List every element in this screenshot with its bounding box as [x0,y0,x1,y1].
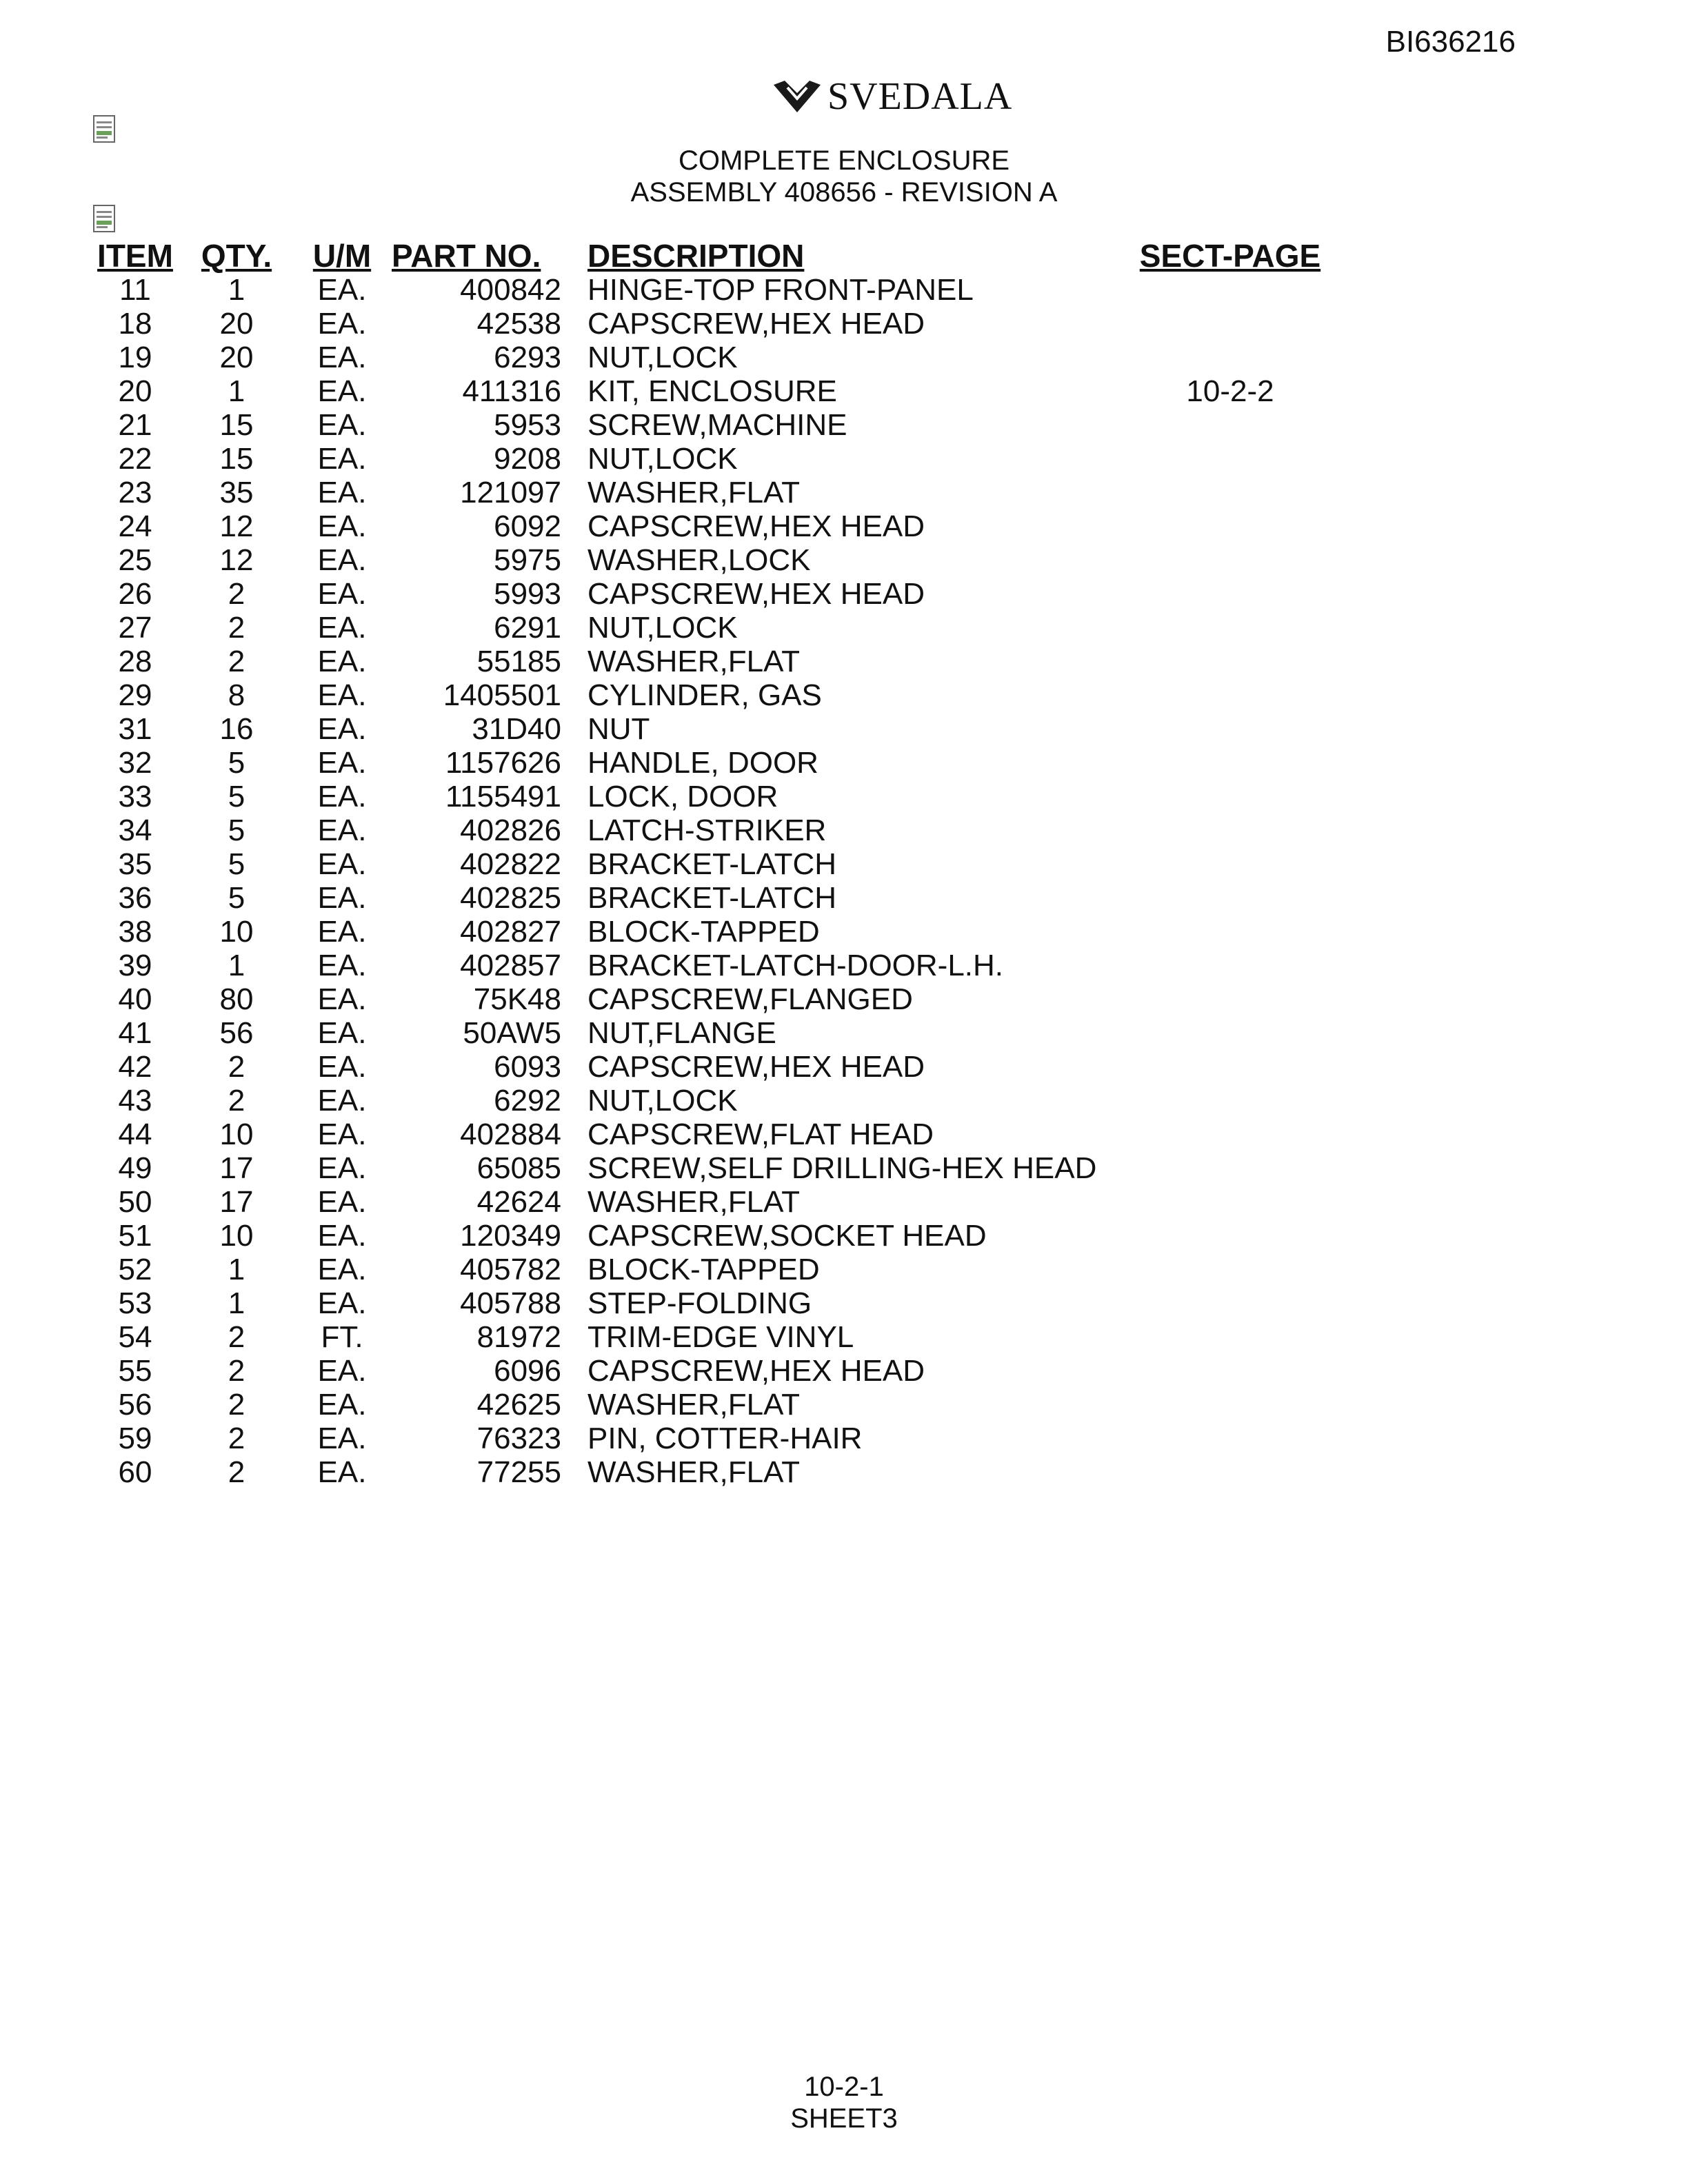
cell-part-no: 1155491 [445,780,561,813]
cell-item: 38 [118,915,152,949]
cell-qty: 10 [219,915,254,949]
cell-description: TRIM-EDGE VINYL [587,1320,854,1354]
cell-description: CAPSCREW,HEX HEAD [587,1354,925,1388]
cell-item: 40 [118,982,152,1016]
cell-sect-page [1127,847,1334,881]
cell-part-no: 31D40 [472,712,561,746]
cell-description: HANDLE, DOOR [587,746,818,780]
cell-item: 51 [118,1219,152,1253]
document-attachment-icon[interactable] [92,204,117,234]
cell-sect-page [1127,1422,1334,1455]
cell-um: EA. [317,678,367,712]
table-row [90,645,1334,678]
cell-qty: 35 [219,476,254,509]
cell-qty: 12 [219,543,254,577]
cell-description: BRACKET-LATCH-DOOR-L.H. [587,949,1004,982]
assembly-name: COMPLETE ENCLOSURE [678,145,1010,176]
table-row [90,746,1334,780]
cell-um: EA. [317,881,367,915]
cell-description: NUT,LOCK [587,1084,738,1118]
cell-sect-page [1127,678,1334,712]
cell-qty: 17 [219,1185,254,1219]
cell-sect-page [1127,543,1334,577]
cell-sect-page [1127,1455,1334,1489]
table-row [90,1185,1334,1219]
cell-description: NUT,FLANGE [587,1016,776,1050]
cell-part-no: 121097 [460,476,561,509]
cell-qty: 2 [228,1388,245,1422]
cell-description: BRACKET-LATCH [587,881,837,915]
cell-um: EA. [317,1286,367,1320]
cell-part-no: 6096 [494,1354,561,1388]
cell-qty: 10 [219,1219,254,1253]
cell-part-no: 405788 [460,1286,561,1320]
cell-qty: 2 [228,611,245,645]
cell-um: EA. [317,1016,367,1050]
cell-qty: 1 [228,1253,245,1286]
cell-description: CAPSCREW,FLANGED [587,982,913,1016]
parts-table [90,233,1334,1489]
cell-part-no: 55185 [476,645,561,678]
cell-um: EA. [317,1118,367,1151]
cell-description: CAPSCREW,HEX HEAD [587,1050,925,1084]
cell-description: CAPSCREW,FLAT HEAD [587,1118,934,1151]
cell-part-no: 81972 [476,1320,561,1354]
cell-um: EA. [317,374,367,408]
cell-qty: 2 [228,1320,245,1354]
cell-um: EA. [317,645,367,678]
cell-qty: 20 [219,341,254,374]
cell-um: EA. [317,543,367,577]
cell-item: 32 [118,746,152,780]
table-row [90,1320,1334,1354]
table-row [90,307,1334,341]
cell-description: SCREW,MACHINE [587,408,847,442]
cell-part-no: 9208 [494,442,561,476]
cell-part-no: 402826 [460,813,561,847]
cell-part-no: 6292 [494,1084,561,1118]
cell-description: WASHER,FLAT [587,1455,801,1489]
cell-part-no: 402827 [460,915,561,949]
table-row [90,374,1334,408]
table-row [90,1084,1334,1118]
cell-um: EA. [317,847,367,881]
cell-part-no: 50AW5 [463,1016,561,1050]
table-row [90,476,1334,509]
table-row [90,712,1334,746]
cell-qty: 20 [219,307,254,341]
cell-qty: 5 [228,746,245,780]
cell-sect-page: 10-2-2 [1186,374,1274,408]
cell-part-no: 6293 [494,341,561,374]
cell-part-no: 5975 [494,543,561,577]
cell-um: EA. [317,1354,367,1388]
cell-item: 33 [118,780,152,813]
table-row [90,1286,1334,1320]
cell-part-no: 402857 [460,949,561,982]
cell-um: EA. [317,611,367,645]
cell-description: WASHER,LOCK [587,543,811,577]
cell-item: 35 [118,847,152,881]
cell-qty: 15 [219,408,254,442]
cell-um: FT. [321,1320,363,1354]
table-row [90,949,1334,982]
cell-qty: 5 [228,881,245,915]
table-row [90,1016,1334,1050]
cell-um: EA. [317,476,367,509]
cell-part-no: 5953 [494,408,561,442]
cell-qty: 8 [228,678,245,712]
cell-part-no: 6093 [494,1050,561,1084]
cell-description: CAPSCREW,HEX HEAD [587,307,925,341]
cell-qty: 17 [219,1151,254,1185]
cell-item: 21 [118,408,152,442]
cell-sect-page [1127,611,1334,645]
cell-qty: 16 [219,712,254,746]
cell-description: CAPSCREW,HEX HEAD [587,577,925,611]
cell-item: 50 [118,1185,152,1219]
column-header-um: U/M [312,238,372,274]
cell-um: EA. [317,1050,367,1084]
cell-um: EA. [317,1185,367,1219]
cell-sect-page [1127,780,1334,813]
cell-sect-page [1127,746,1334,780]
cell-item: 26 [118,577,152,611]
cell-item: 53 [118,1286,152,1320]
cell-um: EA. [317,949,367,982]
cell-item: 54 [118,1320,152,1354]
assembly-revision: ASSEMBLY 408656 - REVISION A [630,177,1058,208]
cell-description: CYLINDER, GAS [587,678,822,712]
cell-sect-page [1127,442,1334,476]
cell-part-no: 75K48 [473,982,561,1016]
svedala-heart-logo-icon [771,78,823,115]
cell-um: EA. [317,442,367,476]
brand-logo [771,74,1012,119]
cell-sect-page [1127,712,1334,746]
cell-sect-page [1127,273,1334,307]
cell-item: 42 [118,1050,152,1084]
cell-sect-page [1127,1320,1334,1354]
page-footer [0,2071,1688,2134]
cell-item: 23 [118,476,152,509]
cell-description: LATCH-STRIKER [587,813,827,847]
cell-sect-page [1127,341,1334,374]
cell-sect-page [1127,1185,1334,1219]
table-row [90,881,1334,915]
cell-part-no: 402822 [460,847,561,881]
cell-description: NUT,LOCK [587,341,738,374]
cell-sect-page [1127,307,1334,341]
cell-qty: 2 [228,645,245,678]
cell-item: 22 [118,442,152,476]
cell-description: PIN, COTTER-HAIR [587,1422,863,1455]
sheet-number: SHEET3 [790,2103,898,2134]
cell-sect-page [1127,1219,1334,1253]
cell-description: WASHER,FLAT [587,645,801,678]
cell-sect-page [1127,476,1334,509]
cell-qty: 56 [219,1016,254,1050]
table-row [90,577,1334,611]
cell-description: KIT, ENCLOSURE [587,374,837,408]
cell-um: EA. [317,813,367,847]
cell-part-no: 402825 [460,881,561,915]
cell-qty: 1 [228,273,245,307]
cell-sect-page [1127,1354,1334,1388]
cell-description: BRACKET-LATCH [587,847,837,881]
table-row [90,1219,1334,1253]
cell-part-no: 42538 [476,307,561,341]
cell-description: WASHER,FLAT [587,1185,801,1219]
table-row [90,408,1334,442]
cell-qty: 2 [228,1422,245,1455]
cell-item: 52 [118,1253,152,1286]
cell-part-no: 42624 [476,1185,561,1219]
cell-part-no: 6092 [494,509,561,543]
cell-part-no: 402884 [460,1118,561,1151]
cell-part-no: 5993 [494,577,561,611]
column-header-part-no: PART NO. [392,238,541,274]
cell-item: 20 [118,374,152,408]
table-row [90,915,1334,949]
table-row [90,1388,1334,1422]
cell-qty: 2 [228,1050,245,1084]
column-header-item: ITEM [97,238,173,274]
cell-qty: 2 [228,1354,245,1388]
cell-sect-page [1127,982,1334,1016]
document-id: BI636216 [1385,25,1516,59]
cell-item: 49 [118,1151,152,1185]
cell-item: 11 [119,273,151,307]
cell-description: NUT,LOCK [587,611,738,645]
cell-item: 25 [118,543,152,577]
cell-um: EA. [317,273,367,307]
cell-sect-page [1127,1151,1334,1185]
cell-um: EA. [317,1253,367,1286]
table-row [90,1151,1334,1185]
cell-item: 29 [118,678,152,712]
cell-sect-page [1127,1016,1334,1050]
cell-sect-page [1127,408,1334,442]
cell-description: BLOCK-TAPPED [587,1253,820,1286]
cell-item: 27 [118,611,152,645]
table-row [90,982,1334,1016]
cell-um: EA. [317,746,367,780]
cell-part-no: 65085 [476,1151,561,1185]
cell-part-no: 411316 [462,374,561,408]
cell-um: EA. [317,1084,367,1118]
table-row [90,847,1334,881]
cell-qty: 5 [228,847,245,881]
cell-qty: 2 [228,1084,245,1118]
cell-um: EA. [317,1388,367,1422]
table-row [90,813,1334,847]
cell-item: 59 [118,1422,152,1455]
cell-um: EA. [317,780,367,813]
cell-qty: 1 [228,949,245,982]
cell-sect-page [1127,1286,1334,1320]
cell-um: EA. [317,982,367,1016]
cell-qty: 1 [228,1286,245,1320]
cell-um: EA. [317,577,367,611]
cell-qty: 15 [219,442,254,476]
cell-um: EA. [317,341,367,374]
cell-um: EA. [317,712,367,746]
cell-sect-page [1127,1118,1334,1151]
cell-um: EA. [317,1151,367,1185]
cell-sect-page [1127,509,1334,543]
cell-description: SCREW,SELF DRILLING-HEX HEAD [587,1151,1097,1185]
table-row [90,543,1334,577]
table-row [90,1050,1334,1084]
table-row [90,1354,1334,1388]
cell-um: EA. [317,509,367,543]
cell-sect-page [1127,1084,1334,1118]
cell-item: 43 [118,1084,152,1118]
cell-part-no: 120349 [460,1219,561,1253]
cell-sect-page [1127,1050,1334,1084]
table-row [90,1455,1334,1489]
cell-item: 36 [118,881,152,915]
cell-um: EA. [317,915,367,949]
cell-item: 55 [118,1354,152,1388]
cell-description: CAPSCREW,SOCKET HEAD [587,1219,987,1253]
table-row [90,341,1334,374]
table-row [90,442,1334,476]
cell-part-no: 42625 [476,1388,561,1422]
cell-um: EA. [317,408,367,442]
table-row [90,1118,1334,1151]
cell-item: 18 [118,307,152,341]
cell-sect-page [1127,915,1334,949]
cell-part-no: 76323 [476,1422,561,1455]
cell-qty: 5 [228,780,245,813]
cell-part-no: 1157626 [445,746,561,780]
cell-um: EA. [317,1422,367,1455]
cell-part-no: 6291 [494,611,561,645]
cell-item: 31 [118,712,152,746]
cell-description: CAPSCREW,HEX HEAD [587,509,925,543]
cell-qty: 80 [219,982,254,1016]
cell-sect-page [1127,881,1334,915]
cell-description: BLOCK-TAPPED [587,915,820,949]
cell-item: 28 [118,645,152,678]
table-row [90,1422,1334,1455]
cell-sect-page [1127,813,1334,847]
cell-description: NUT [587,712,650,746]
cell-sect-page [1127,577,1334,611]
cell-description: LOCK, DOOR [587,780,778,813]
cell-qty: 10 [219,1118,254,1151]
table-row [90,780,1334,813]
cell-description: WASHER,FLAT [587,1388,801,1422]
parts-table-header [90,233,1334,273]
page-number: 10-2-1 [804,2072,884,2102]
column-header-sect-page: SECT-PAGE [1139,238,1321,274]
cell-sect-page [1127,949,1334,982]
cell-qty: 2 [228,1455,245,1489]
cell-part-no: 77255 [476,1455,561,1489]
cell-item: 24 [118,509,152,543]
cell-item: 41 [118,1016,152,1050]
column-header-description: DESCRIPTION [587,238,805,274]
cell-part-no: 405782 [460,1253,561,1286]
column-header-qty: QTY. [201,238,272,274]
cell-um: EA. [317,1455,367,1489]
parts-table-body [90,273,1334,1489]
cell-qty: 12 [219,509,254,543]
table-row [90,678,1334,712]
title-block [0,145,1688,208]
cell-part-no: 1405501 [443,678,561,712]
cell-sect-page [1127,1253,1334,1286]
cell-um: EA. [317,307,367,341]
cell-um: EA. [317,1219,367,1253]
cell-qty: 5 [228,813,245,847]
cell-qty: 1 [228,374,245,408]
cell-item: 39 [118,949,152,982]
cell-item: 34 [118,813,152,847]
cell-description: WASHER,FLAT [587,476,801,509]
brand-name: SVEDALA [827,75,1013,118]
cell-description: STEP-FOLDING [587,1286,812,1320]
document-attachment-icon[interactable] [92,114,117,145]
table-row [90,273,1334,307]
cell-description: HINGE-TOP FRONT-PANEL [587,273,974,307]
table-row [90,611,1334,645]
cell-item: 60 [118,1455,152,1489]
table-row [90,1253,1334,1286]
cell-sect-page [1127,1388,1334,1422]
cell-item: 19 [118,341,152,374]
cell-sect-page [1127,645,1334,678]
cell-item: 56 [118,1388,152,1422]
table-row [90,509,1334,543]
cell-description: NUT,LOCK [587,442,738,476]
cell-qty: 2 [228,577,245,611]
cell-part-no: 400842 [460,273,561,307]
cell-item: 44 [118,1118,152,1151]
